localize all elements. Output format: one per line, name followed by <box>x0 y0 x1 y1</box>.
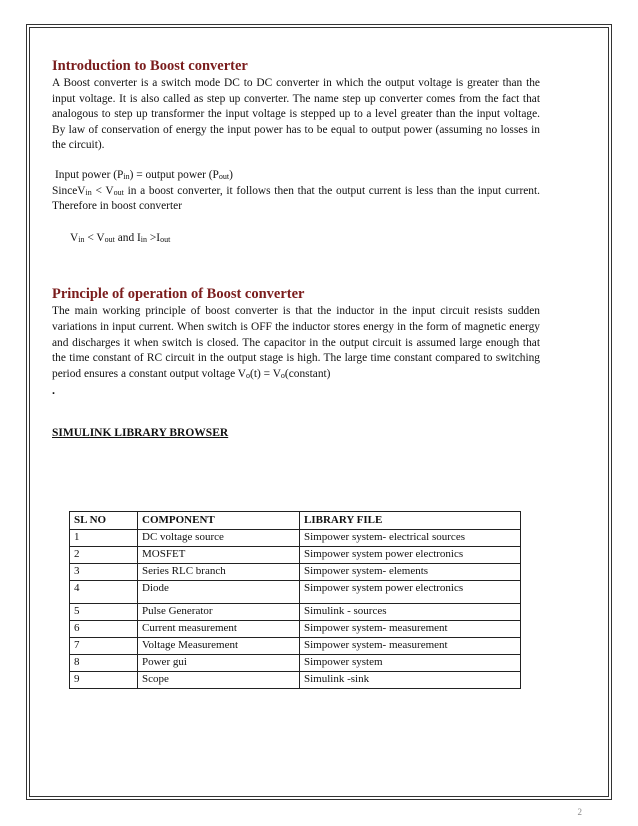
cell-library-file: Simpower system- electrical sources <box>300 530 521 547</box>
cell-library-file: Simulink -sink <box>300 672 521 689</box>
stray-dot: . <box>52 383 55 398</box>
cell-component: DC voltage source <box>138 530 300 547</box>
document-body <box>52 58 540 439</box>
table-row <box>70 547 521 564</box>
cell-component: MOSFET <box>138 547 300 564</box>
simulink-heading: SIMULINK LIBRARY BROWSER <box>52 427 229 440</box>
cell-component: Diode <box>138 581 300 604</box>
cell-library-file: Simpower system <box>300 655 521 672</box>
cell-component: Series RLC branch <box>138 564 300 581</box>
cell-sl-no: 7 <box>70 638 138 655</box>
principle-paragraph: The main working principle of boost converter is that the inductor in the input circuit resists sudden variations in input current. When switch is OFF the inductor stores energy in the form of magnetic energy and discharges it when switch is closed. The capacitor in the output circuit is assumed large enough that the time constant of RC circuit in the output stage is high. The large time constant compared to switching period ensures a constant output voltage $V_o(t)$ = $V_o(constant)$ <box>52 305 540 380</box>
cell-sl-no: 6 <box>70 621 138 638</box>
table-row <box>70 530 521 547</box>
header-sl-no: SL NO <box>70 512 138 530</box>
cell-component: Voltage Measurement <box>138 638 300 655</box>
cell-library-file: Simpower system power electronics <box>300 581 521 604</box>
component-table <box>69 511 521 689</box>
header-component: COMPONENT <box>138 512 300 530</box>
table-row <box>70 581 521 604</box>
table-row <box>70 638 521 655</box>
header-library-file: LIBRARY FILE <box>300 512 521 530</box>
cell-library-file: Simpower system power electronics <box>300 547 521 564</box>
cell-library-file: Simpower system- measurement <box>300 638 521 655</box>
page-number: 2 <box>577 807 582 817</box>
voltage-current-relation: $V_{in} < V_{out}$ and $I_{in} >I_{out}$ <box>70 231 171 244</box>
cell-library-file: Simpower system- measurement <box>300 621 521 638</box>
cell-library-file: Simulink - sources <box>300 604 521 621</box>
table-header-row <box>70 512 521 530</box>
table-row <box>70 655 521 672</box>
cell-sl-no: 2 <box>70 547 138 564</box>
cell-sl-no: 9 <box>70 672 138 689</box>
cell-library-file: Simpower system- elements <box>300 564 521 581</box>
intro-paragraph: A Boost converter is a switch mode DC to DC converter in which the output voltage is greater than the input voltage. It is also called as step up converter. The name step up converter comes from the fact that analogous to step up transformer the input voltage is stepped up to a level greater than the input voltage. By law of conservation of energy the input power has to be equal to output power (assuming no losses in the circuit). <box>52 77 540 152</box>
cell-component: Pulse Generator <box>138 604 300 621</box>
table-row <box>70 564 521 581</box>
table-row <box>70 604 521 621</box>
intro-heading: Introduction to Boost converter <box>52 58 248 74</box>
cell-component: Scope <box>138 672 300 689</box>
power-equation: Input power $(P_{in})$ = output power $(P_{out})$ <box>55 168 233 181</box>
cell-sl-no: 1 <box>70 530 138 547</box>
since-paragraph: SinceV$_{in}$ < $V_{out}$ in a boost converter, it follows then that the output current is less than the input current. Therefore in boost converter <box>52 184 541 213</box>
table-row <box>70 621 521 638</box>
principle-heading: Principle of operation of Boost converter <box>52 286 305 303</box>
cell-sl-no: 3 <box>70 564 138 581</box>
table-row <box>70 672 521 689</box>
cell-sl-no: 4 <box>70 581 138 604</box>
cell-component: Power gui <box>138 655 300 672</box>
cell-sl-no: 8 <box>70 655 138 672</box>
cell-component: Current measurement <box>138 621 300 638</box>
cell-sl-no: 5 <box>70 604 138 621</box>
